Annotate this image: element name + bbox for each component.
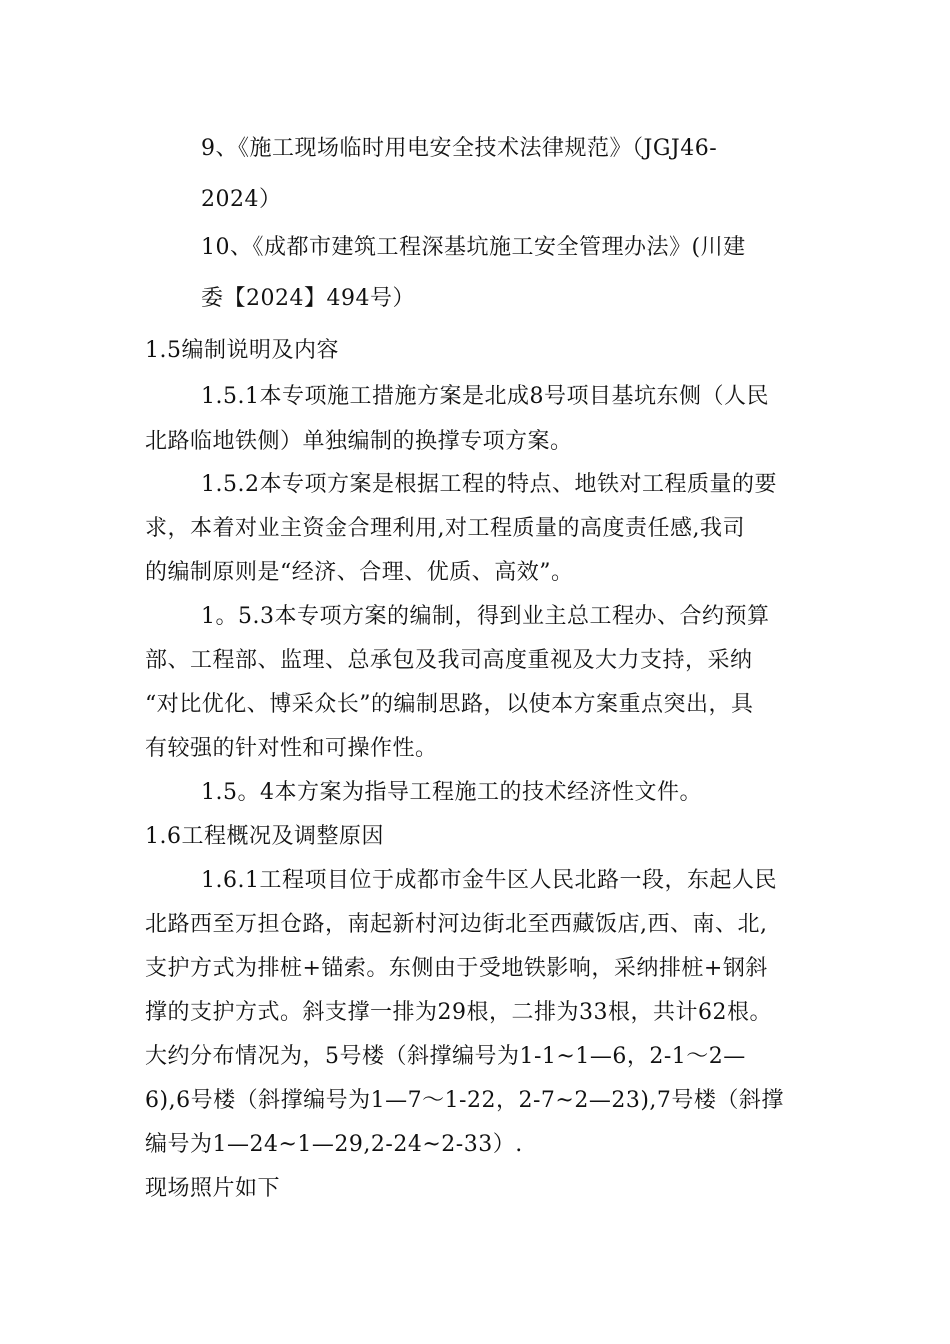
section-1-5-3-line-2: 部、工程部、监理、总承包及我司高度重视及大力支持，采纳 <box>145 648 753 673</box>
section-1-6-1-line-6: 6),6号楼（斜撑编号为1—7～1-22，2-7~2—23),7号楼（斜撑 <box>145 1088 784 1113</box>
section-1-6-heading: 1.6工程概况及调整原因 <box>145 824 384 849</box>
section-1-5-3-line-1: 1。5.3本专项方案的编制，得到业主总工程办、合约预算 <box>201 604 770 629</box>
section-1-5-heading: 1.5编制说明及内容 <box>145 338 339 363</box>
section-1-6-1-line-3: 支护方式为排桩+锚索。东侧由于受地铁影响，采纳排桩+钢斜 <box>145 956 768 981</box>
section-1-5-1-line-1: 1.5.1本专项施工措施方案是北成8号项目基坑东侧（人民 <box>201 384 769 409</box>
section-1-5-4-line-1: 1.5。4本方案为指导工程施工的技术经济性文件。 <box>201 780 702 805</box>
photo-caption: 现场照片如下 <box>145 1176 281 1201</box>
section-1-5-3-line-3: “对比优化、博采众长”的编制思路，以使本方案重点突出，具 <box>145 692 754 717</box>
section-1-6-1-line-5: 大约分布情况为，5号楼（斜撑编号为1-1~1—6，2-1～2— <box>145 1044 746 1069</box>
section-1-6-1-line-7: 编号为1—24~1—29,2-24~2-33）. <box>145 1132 523 1157</box>
section-1-5-2-line-3: 的编制原则是“经济、合理、优质、高效”。 <box>145 560 574 585</box>
section-1-5-3-line-4: 有较强的针对性和可操作性。 <box>145 736 438 761</box>
section-1-6-1-line-4: 撑的支护方式。斜支撑一排为29根，二排为33根，共计62根。 <box>145 1000 772 1025</box>
reference-item-10-line-1: 10、《成都市建筑工程深基坑施工安全管理办法》(川建 <box>201 235 746 260</box>
reference-item-9-line-2: 2024） <box>201 187 282 212</box>
section-1-6-1-line-2: 北路西至万担仓路，南起新村河边街北至西藏饭店,西、南、北, <box>145 912 768 937</box>
section-1-6-1-line-1: 1.6.1工程项目位于成都市金牛区人民北路一段，东起人民 <box>201 868 777 893</box>
section-1-5-2-line-2: 求，本着对业主资金合理利用,对工程质量的高度责任感,我司 <box>145 516 745 541</box>
section-1-5-2-line-1: 1.5.2本专项方案是根据工程的特点、地铁对工程质量的要 <box>201 472 777 497</box>
reference-item-10-line-2: 委【2024】494号） <box>201 286 415 311</box>
reference-item-9-line-1: 9、《施工现场临时用电安全技术法律规范》（JGJ46- <box>201 136 718 161</box>
section-1-5-1-line-2: 北路临地铁侧）单独编制的换撑专项方案。 <box>145 429 573 454</box>
